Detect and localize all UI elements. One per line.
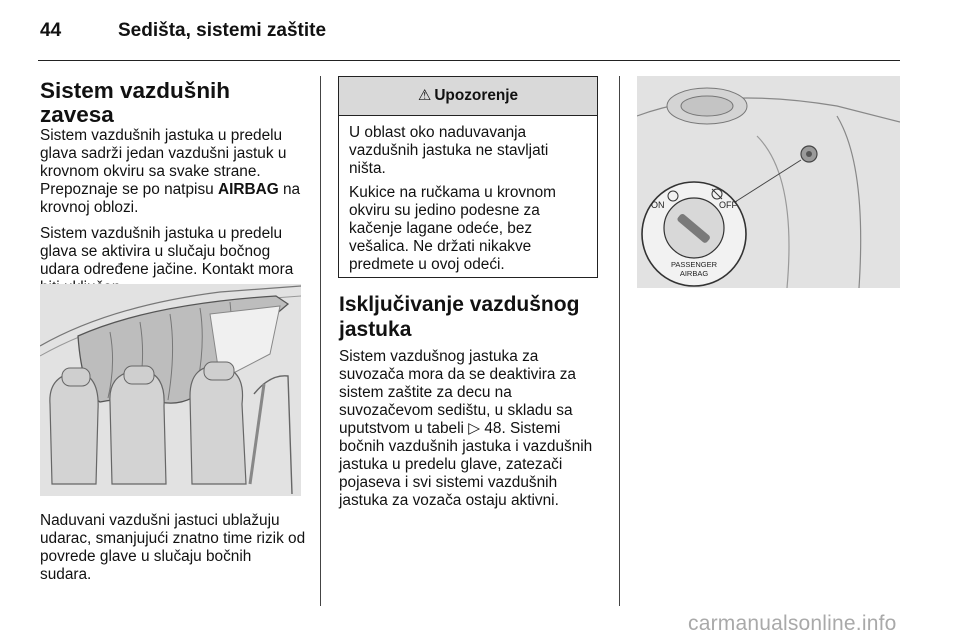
middle-column xyxy=(339,292,607,518)
deactivation-text-post: . Sistemi bočnih vazdušnih jastuka i vazdušnih jastuka u predelu glave, zatezači pojaseva i svi sistemi vazdušnih jastuka za vozača ostaju aktivni. xyxy=(339,420,593,509)
curtain-airbag-paragraph-2: Sistem vazdušnih jastuka u predelu glava se aktivira u slučaju bočnog udara određene jačine. Kontakt mora xyxy=(40,225,294,278)
page-number: 44 xyxy=(40,20,62,41)
warning-paragraph-1: U oblast oko naduvavanja vazdušnih jastuka ne stavljati ništa. xyxy=(349,124,549,177)
warning-box xyxy=(338,76,598,278)
airbag-keyword: AIRBAG xyxy=(217,181,279,198)
watermark: carmanualsonline.info xyxy=(688,612,897,635)
caption-text: Naduvani vazdušni jastuci ublažuju udarac, smanjujući znatno time rizik od povrede glave u slučaju bočnih sudara. xyxy=(40,512,306,583)
page-reference-number[interactable]: 48 xyxy=(484,420,502,437)
section-heading-airbag-deactivation: Isključivanje vazdušnog jastuka xyxy=(339,293,580,341)
section-heading-curtain-airbag: Sistem vazdušnih zavesa xyxy=(40,78,231,127)
page-reference-arrow-icon: ▷ xyxy=(468,420,481,437)
header-rule xyxy=(38,60,900,61)
column-divider-right xyxy=(619,76,620,606)
curtain-airbag-paragraph-1 xyxy=(40,127,306,217)
warning-paragraph-2: Kukice na ručkama u krovnom okviru su jedino podesne za kačenje lagane odeće, bez vešalica. Ne držati nikakve predmete u ovoj odeći. xyxy=(349,184,557,273)
figure-curtain-airbag-illustration xyxy=(40,284,301,496)
switch-label-airbag: AIRBAG xyxy=(679,269,709,278)
column-divider-left xyxy=(320,76,321,606)
deactivation-paragraph xyxy=(339,348,607,510)
warning-triangle-icon: ⚠ xyxy=(417,87,432,104)
warning-title: Upozorenje xyxy=(434,87,519,104)
p1-text-pre: Sistem vazdušnih jastuka u predelu glava sadrži jedan vazdušni jastuk u krovnom okviru sa svake strane. Prepoznaje se po natpisu xyxy=(40,127,287,198)
figure-airbag-switch-illustration xyxy=(637,76,900,288)
left-column xyxy=(40,79,306,305)
p1-text-post: na krovnoj oblozi. xyxy=(40,181,301,216)
deactivation-text-pre: Sistem vazdušnog jastuka za suvozača mora da se deaktivira za sistem zaštite za decu na suvozačevom sedištu, u skladu sa uputstvom u tabeli xyxy=(339,348,576,437)
page-header-title: Sedišta, sistemi zaštite xyxy=(118,20,327,41)
switch-off-label: OFF xyxy=(719,200,737,210)
switch-label-passenger: PASSENGER xyxy=(670,260,718,269)
warning-body xyxy=(339,116,597,274)
curtain-airbag-drawing xyxy=(40,284,301,496)
figure-caption xyxy=(40,512,306,592)
airbag-switch-drawing xyxy=(637,76,900,288)
switch-on-label: ON xyxy=(651,200,665,210)
warning-header xyxy=(339,77,597,116)
